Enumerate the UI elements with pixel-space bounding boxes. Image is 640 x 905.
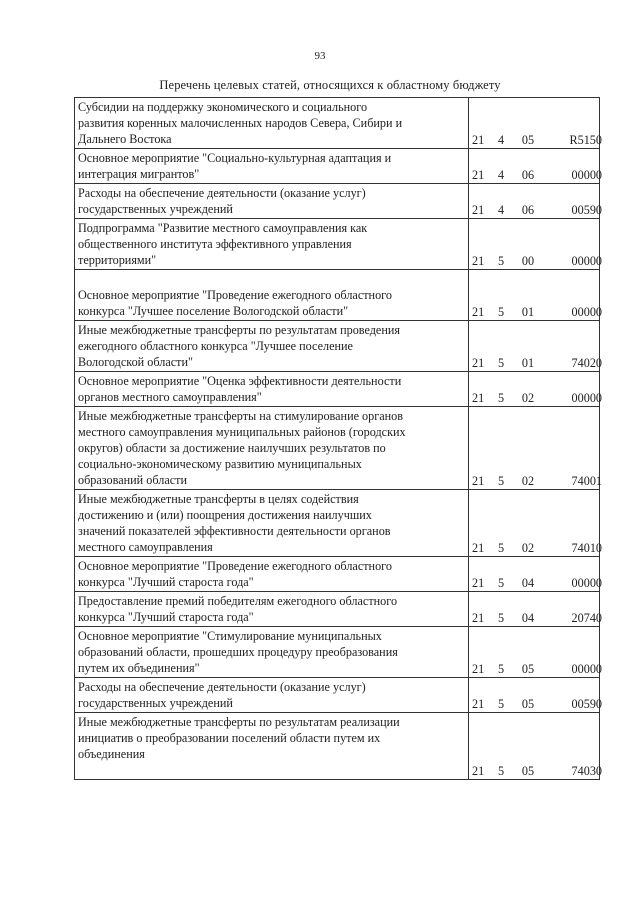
- subprogram-code: 4: [497, 168, 505, 182]
- table-row: [75, 627, 600, 678]
- expense-name-cell: [75, 98, 469, 149]
- document-title: Перечень целевых статей, относящихся к областному бюджету: [159, 78, 501, 92]
- direction-code: 00000: [571, 254, 602, 268]
- activity-code: 06: [521, 203, 535, 217]
- program-code: 21: [472, 356, 485, 370]
- expense-name-line: Субсидии на поддержку экономического и социального: [78, 100, 368, 114]
- expense-name-line: образований области: [78, 473, 187, 487]
- expense-name-cell: [75, 184, 469, 219]
- expense-name-cell: [75, 678, 469, 713]
- expense-name-line: Иные межбюджетные трансферты по результатам реализации: [78, 715, 400, 729]
- expense-name-line: территориями": [78, 253, 157, 267]
- target-code-cell: [469, 557, 600, 592]
- direction-code: 00590: [571, 697, 602, 711]
- expense-name-cell: [75, 270, 469, 321]
- expense-name-line: Иные межбюджетные трансферты в целях содействия: [78, 492, 359, 506]
- table-row: [75, 321, 600, 372]
- activity-code: 01: [521, 305, 535, 319]
- page-number: 93: [314, 50, 326, 62]
- expense-name-cell: [75, 490, 469, 557]
- subprogram-code: 4: [497, 203, 505, 217]
- target-code-cell: [469, 219, 600, 270]
- activity-code: 02: [521, 391, 535, 405]
- target-code-cell: [469, 713, 600, 780]
- direction-code: 74010: [571, 541, 602, 555]
- expense-name-line: общественного института эффективного управления: [78, 237, 352, 251]
- table-row: [75, 407, 600, 490]
- expense-name-cell: [75, 557, 469, 592]
- expense-name-cell: [75, 627, 469, 678]
- expense-name-line: интеграция мигрантов": [78, 167, 200, 181]
- expense-name-line: ежегодного областного конкурса "Лучшее поселение: [78, 339, 353, 353]
- expense-name-line: Расходы на обеспечение деятельности (оказание услуг): [78, 186, 366, 200]
- direction-code: 00590: [571, 203, 602, 217]
- target-code-cell: [469, 98, 600, 149]
- expense-name-line: государственных учреждений: [78, 696, 233, 710]
- subprogram-code: 5: [497, 391, 505, 405]
- expense-name-line: значений показателей эффективности деятельности органов: [78, 524, 391, 538]
- expense-name-line: конкурса "Лучший староста года": [78, 575, 254, 589]
- direction-code: 74030: [571, 764, 602, 778]
- subprogram-code: 5: [497, 305, 505, 319]
- table-row: [75, 184, 600, 219]
- expense-name-line: Основное мероприятие "Оценка эффективности деятельности: [78, 374, 402, 388]
- activity-code: 04: [521, 611, 535, 625]
- expense-name-line: образований области, прошедших процедуру преобразования: [78, 645, 398, 659]
- expense-name-line: [78, 762, 465, 778]
- activity-code: 05: [521, 662, 535, 676]
- direction-code: R5150: [569, 133, 602, 147]
- program-code: 21: [472, 305, 485, 319]
- activity-code: 02: [521, 541, 535, 555]
- subprogram-code: 5: [497, 356, 505, 370]
- table-row: [75, 98, 600, 149]
- expense-name-line: [78, 271, 465, 287]
- activity-code: 02: [521, 474, 535, 488]
- target-code-cell: [469, 321, 600, 372]
- activity-code: 05: [521, 764, 535, 778]
- expense-name-line: округов) области за достижение наилучших результатов по: [78, 441, 386, 455]
- expense-name-line: достижению и (или) поощрения достижения наилучших: [78, 508, 372, 522]
- table-row: [75, 372, 600, 407]
- program-code: 21: [472, 662, 485, 676]
- table-row: [75, 270, 600, 321]
- expense-name-line: Вологодской области": [78, 355, 193, 369]
- target-articles-table: [74, 97, 600, 780]
- program-code: 21: [472, 474, 485, 488]
- subprogram-code: 5: [497, 254, 505, 268]
- program-code: 21: [472, 133, 485, 147]
- target-code-cell: [469, 678, 600, 713]
- target-code-cell: [469, 592, 600, 627]
- activity-code: 06: [521, 168, 535, 182]
- expense-name-line: Предоставление премий победителям ежегодного областного: [78, 594, 398, 608]
- expense-name-line: местного самоуправления муниципальных районов (городских: [78, 425, 406, 439]
- activity-code: 01: [521, 356, 535, 370]
- target-code-cell: [469, 407, 600, 490]
- target-code-cell: [469, 627, 600, 678]
- activity-code: 05: [521, 133, 535, 147]
- activity-code: 00: [521, 254, 535, 268]
- expense-name-cell: [75, 149, 469, 184]
- expense-name-line: местного самоуправления: [78, 540, 213, 554]
- direction-code: 74020: [571, 356, 602, 370]
- expense-name-line: социально-экономическому развитию муниципальных: [78, 457, 362, 471]
- program-code: 21: [472, 576, 485, 590]
- program-code: 21: [472, 611, 485, 625]
- program-code: 21: [472, 391, 485, 405]
- direction-code: 00000: [571, 391, 602, 405]
- table-row: [75, 713, 600, 780]
- activity-code: 05: [521, 697, 535, 711]
- subprogram-code: 5: [497, 697, 505, 711]
- subprogram-code: 5: [497, 576, 505, 590]
- activity-code: 04: [521, 576, 535, 590]
- expense-name-cell: [75, 713, 469, 780]
- subprogram-code: 4: [497, 133, 505, 147]
- subprogram-code: 5: [497, 662, 505, 676]
- expense-name-line: Основное мероприятие "Проведение ежегодного областного: [78, 288, 392, 302]
- target-code-cell: [469, 149, 600, 184]
- expense-name-line: объединения: [78, 747, 145, 761]
- subprogram-code: 5: [497, 764, 505, 778]
- expense-name-line: органов местного самоуправления": [78, 390, 262, 404]
- expense-name-line: государственных учреждений: [78, 202, 233, 216]
- subprogram-code: 5: [497, 541, 505, 555]
- expense-name-line: Основное мероприятие "Социально-культурная адаптация и: [78, 151, 392, 165]
- direction-code: 00000: [571, 576, 602, 590]
- program-code: 21: [472, 203, 485, 217]
- expense-name-line: инициатив о преобразовании поселений области путем их: [78, 731, 381, 745]
- table-row: [75, 678, 600, 713]
- direction-code: 00000: [571, 305, 602, 319]
- expense-name-line: Иные межбюджетные трансферты на стимулирование органов: [78, 409, 404, 423]
- expense-name-line: конкурса "Лучшее поселение Вологодской области": [78, 304, 349, 318]
- target-code-cell: [469, 372, 600, 407]
- table-row: [75, 149, 600, 184]
- expense-name-line: Иные межбюджетные трансферты по результатам проведения: [78, 323, 400, 337]
- direction-code: 74001: [571, 474, 602, 488]
- table-row: [75, 557, 600, 592]
- expense-name-line: Основное мероприятие "Проведение ежегодного областного: [78, 559, 392, 573]
- subprogram-code: 5: [497, 474, 505, 488]
- target-code-cell: [469, 270, 600, 321]
- table-row: [75, 490, 600, 557]
- direction-code: 00000: [571, 662, 602, 676]
- expense-name-cell: [75, 219, 469, 270]
- direction-code: 00000: [571, 168, 602, 182]
- expense-name-cell: [75, 592, 469, 627]
- expense-name-line: Дальнего Востока: [78, 132, 172, 146]
- expense-name-cell: [75, 372, 469, 407]
- table-row: [75, 592, 600, 627]
- program-code: 21: [472, 764, 485, 778]
- expense-name-line: развития коренных малочисленных народов Севера, Сибири и: [78, 116, 403, 130]
- expense-name-line: Основное мероприятие "Стимулирование муниципальных: [78, 629, 382, 643]
- subprogram-code: 5: [497, 611, 505, 625]
- direction-code: 20740: [571, 611, 602, 625]
- expense-name-line: Подпрограмма "Развитие местного самоуправления как: [78, 221, 368, 235]
- expense-name-line: Расходы на обеспечение деятельности (оказание услуг): [78, 680, 366, 694]
- program-code: 21: [472, 254, 485, 268]
- table-row: [75, 219, 600, 270]
- expense-name-cell: [75, 321, 469, 372]
- target-code-cell: [469, 184, 600, 219]
- program-code: 21: [472, 697, 485, 711]
- expense-name-cell: [75, 407, 469, 490]
- program-code: 21: [472, 541, 485, 555]
- target-code-cell: [469, 490, 600, 557]
- program-code: 21: [472, 168, 485, 182]
- expense-name-line: путем их объединения": [78, 661, 200, 675]
- expense-name-line: конкурса "Лучший староста года": [78, 610, 254, 624]
